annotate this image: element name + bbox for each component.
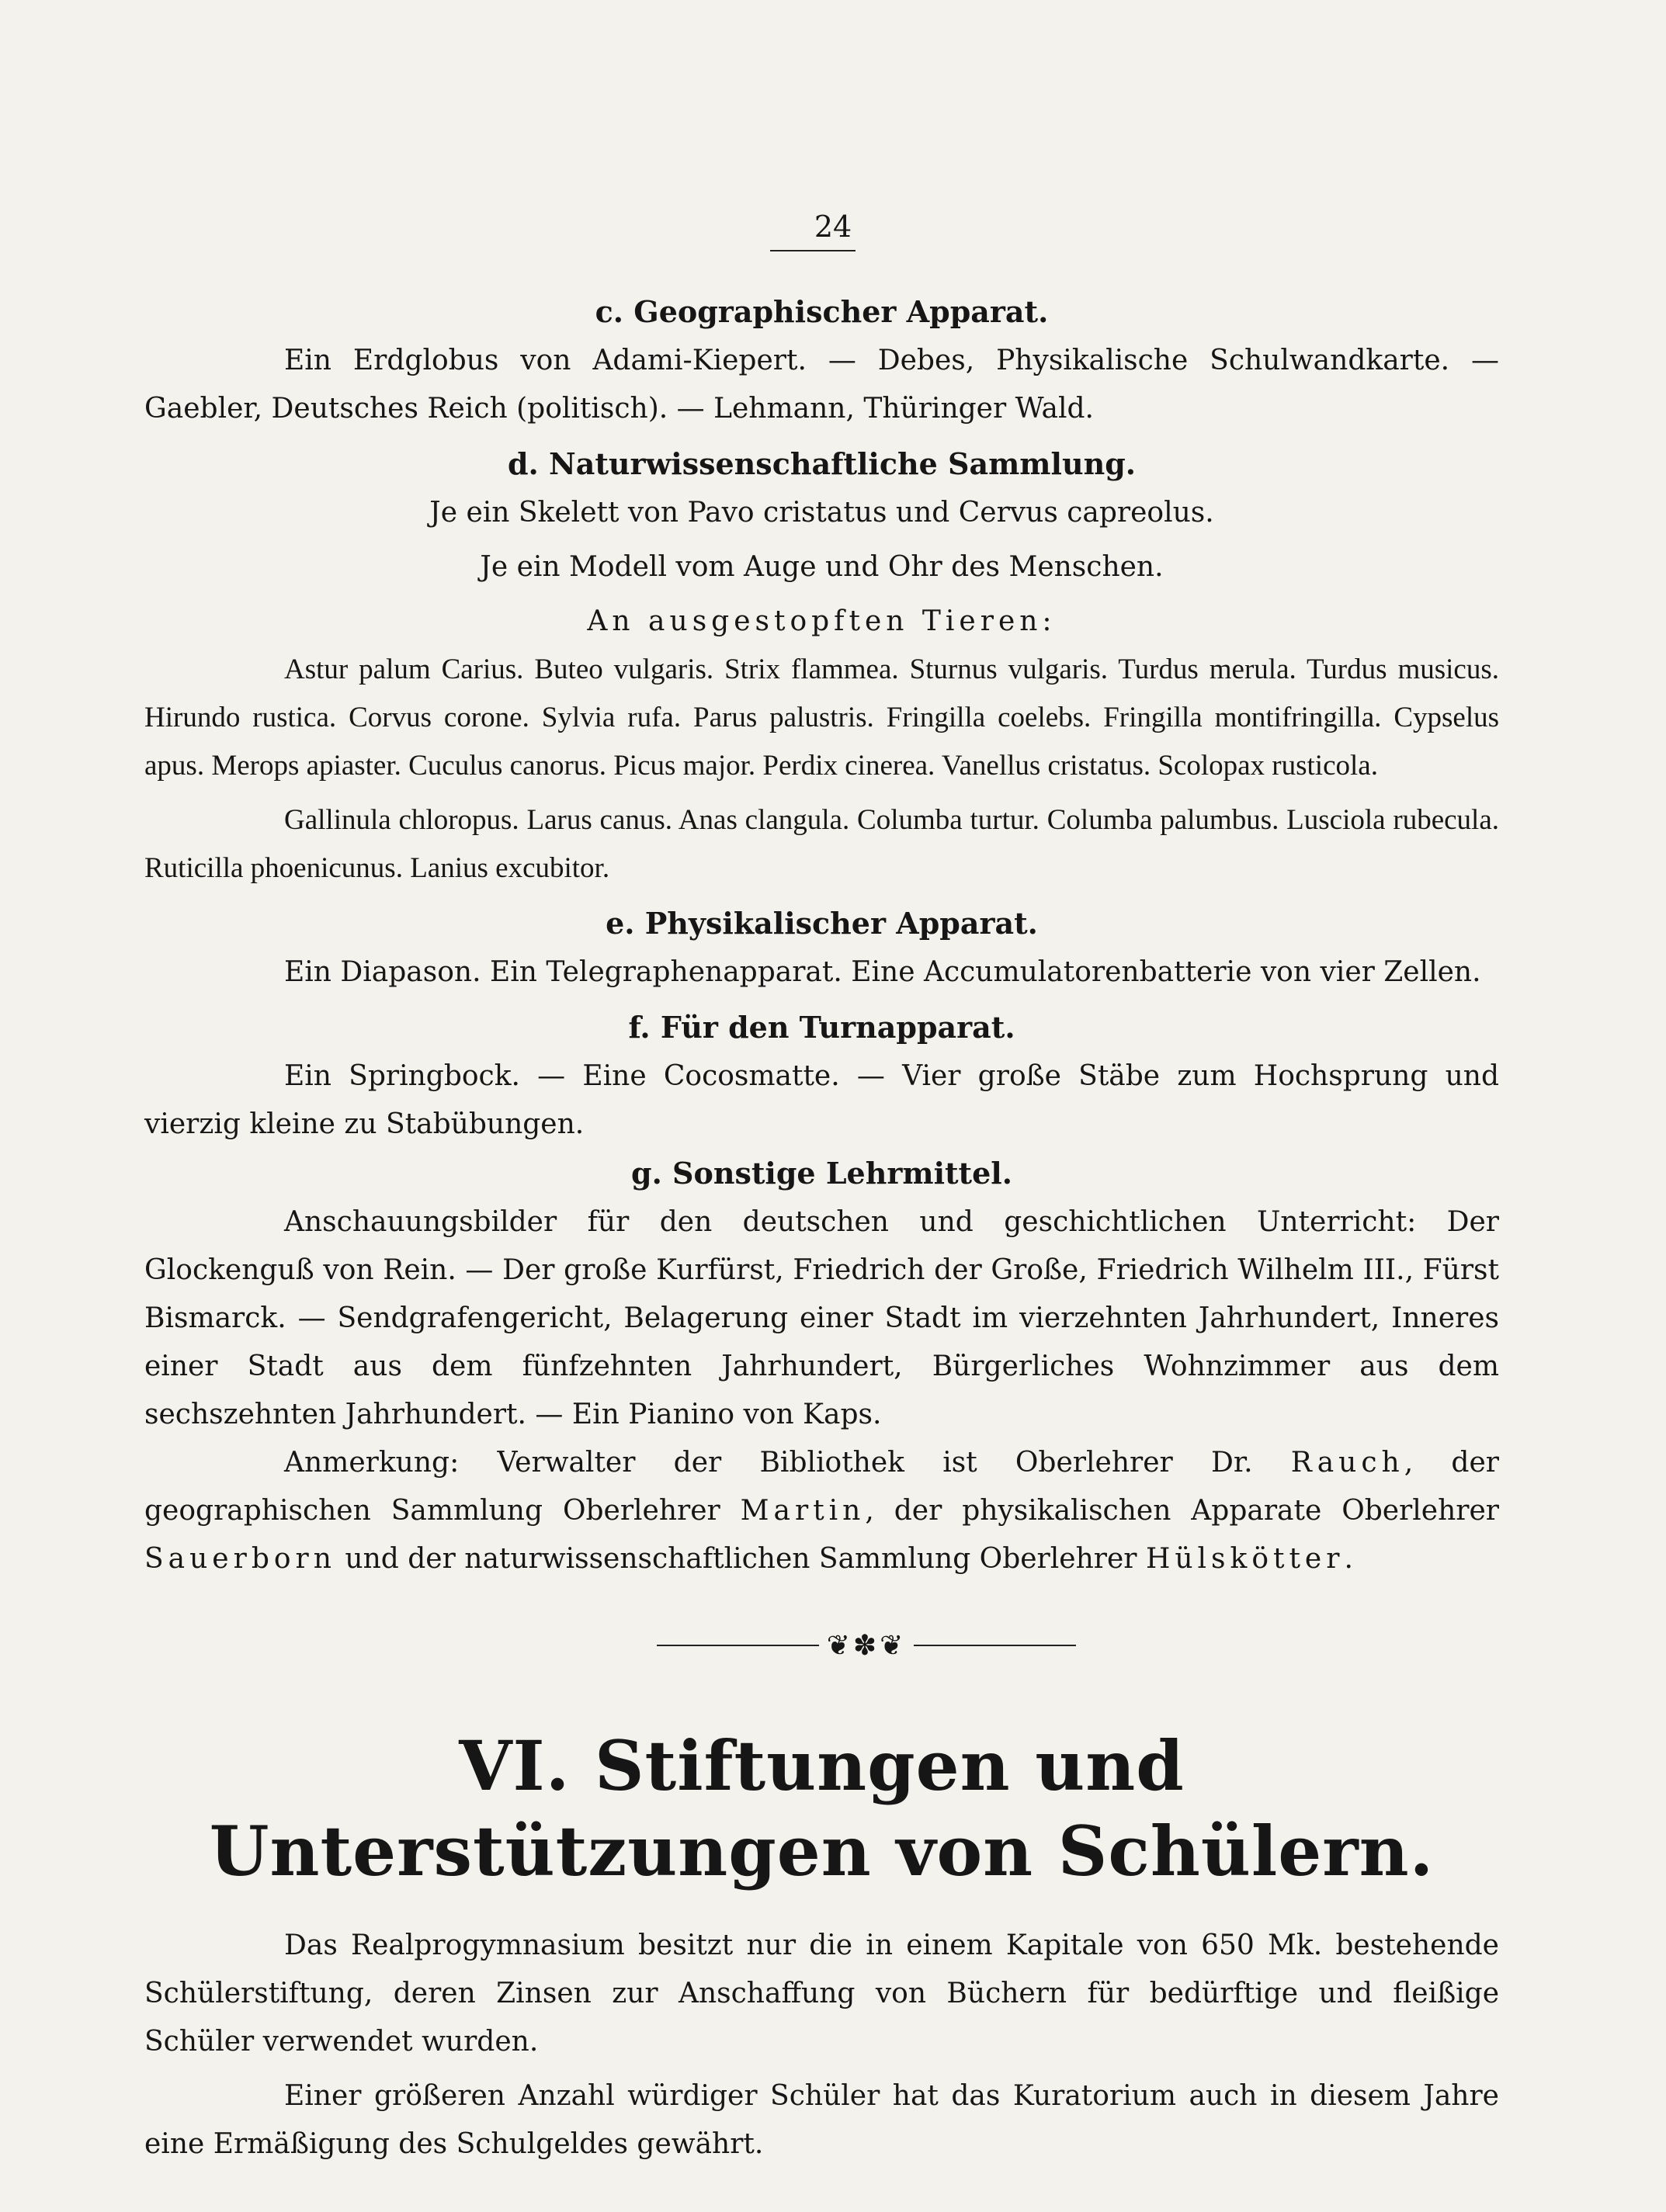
paragraph-physikalischer-apparat: Ein Diapason. Ein Telegraphenapparat. Eine Accumulatorenbatterie von vier Zellen. <box>284 956 1481 988</box>
paragraph-geographischer-apparat: Ein Erdglobus von Adami-Kiepert. — Debes, Physikalische Schulwandkarte. — Gaebler, Deutsches Reich (politisch). — Lehmann, Thüringer Wald. <box>144 345 1499 425</box>
anmerkung-mid-2: , der physikalischen Apparate Oberlehrer <box>865 1495 1499 1527</box>
section-vi <box>144 1723 1499 2169</box>
birds-list-1: Astur palum Carius. Buteo vulgaris. Strix flammea. Sturnus vulgaris. Turdus merula. Turdus musicus. Hirundo rustica. Corvus corone. Sylvia rufa. Parus palustris. Fringilla coelebs. Fringilla montifringilla. Cypselus apus. Merops apiaster. Cuculus canorus. Picus major. Perdix cinerea. Vanellus cristatus. Scolopax rusticola. <box>144 654 1499 782</box>
name-huelskoetter: Hülskötter <box>1145 1543 1345 1575</box>
section-vi-paragraph-1: Das Realprogymnasium besitzt nur die in einem Kapitale von 650 Mk. bestehende Schülerstiftung, deren Zinsen zur Anschaffung von Büchern für bedürftige und fleißige Schüler verwendet wurden. <box>144 1929 1499 2058</box>
section-vi-paragraph-2: Einer größeren Anzahl würdiger Schüler hat das Kuratorium auch in diesem Jahre eine Ermäßigung des Schulgeldes gewährt. <box>144 2080 1499 2160</box>
modell-line: Je ein Modell vom Auge und Ohr des Menschen. <box>480 551 1164 583</box>
page-number-rule <box>770 250 856 251</box>
divider-line-right <box>914 1645 1076 1646</box>
birds-list-2: Gallinula chloropus. Larus canus. Anas clangula. Columba turtur. Columba palumbus. Lusciola rubecula. Ruticilla phoenicunus. Lanius excubitor. <box>144 804 1499 884</box>
ornament-icon: ❦✽❦ <box>826 1629 907 1662</box>
heading-physikalischer-apparat: e. Physikalischer Apparat. <box>606 906 1038 941</box>
paragraph-turnapparat: Ein Springbock. — Eine Cocosmatte. — Vier große Stäbe zum Hochsprung und vierzig kleine zu Stabübungen. <box>144 1060 1499 1140</box>
heading-turnapparat: f. Für den Turnapparat. <box>628 1010 1015 1045</box>
section-vi-title: VI. Stiftungen und Unterstützungen von Schülern. <box>209 1725 1435 1891</box>
divider-line-left <box>657 1645 819 1646</box>
name-rauch: Rauch <box>1290 1447 1404 1479</box>
tiere-subheading: An ausgestopften Tieren: <box>587 605 1057 637</box>
heading-sonstige-lehrmittel: g. Sonstige Lehrmittel. <box>631 1156 1012 1191</box>
heading-naturwissenschaftliche-sammlung: d. Naturwissenschaftliche Sammlung. <box>507 446 1137 481</box>
anmerkung-prefix: Anmerkung: Verwalter der Bibliothek ist Oberlehrer Dr. <box>284 1447 1253 1479</box>
ornamental-divider <box>657 1630 1076 1661</box>
name-martin: Martin <box>740 1495 866 1527</box>
anmerkung-end: . <box>1344 1543 1353 1575</box>
page-number: 24 <box>814 210 852 244</box>
anmerkung-paragraph <box>144 1439 1499 1583</box>
main-content <box>144 287 1499 1583</box>
anmerkung-mid-3: und der naturwissenschaftlichen Sammlung Oberlehrer <box>345 1543 1137 1575</box>
anmerkung-mid-1: , der geographischen Sammlung Oberlehrer <box>144 1447 1499 1527</box>
name-sauerborn: Sauerborn <box>144 1543 336 1575</box>
paragraph-sonstige-lehrmittel: Anschauungsbilder für den deutschen und geschichtlichen Unterricht: Der Glockenguß von Rein. — Der große Kurfürst, Friedrich der Große, Friedrich Wilhelm III., Fürst Bismarck. — Sendgrafengericht, Belagerung einer Stadt im vierzehnten Jahrhundert, Inneres einer Stadt aus dem fünfzehnten Jahrhundert, Bürgerliches Wohnzimmer aus dem sechszehnten Jahrhundert. — Ein Pianino von Kaps. <box>144 1206 1499 1430</box>
heading-geographischer-apparat: c. Geographischer Apparat. <box>595 294 1049 329</box>
skelett-line: Je ein Skelett von Pavo cristatus und Cervus capreolus. <box>429 497 1214 529</box>
